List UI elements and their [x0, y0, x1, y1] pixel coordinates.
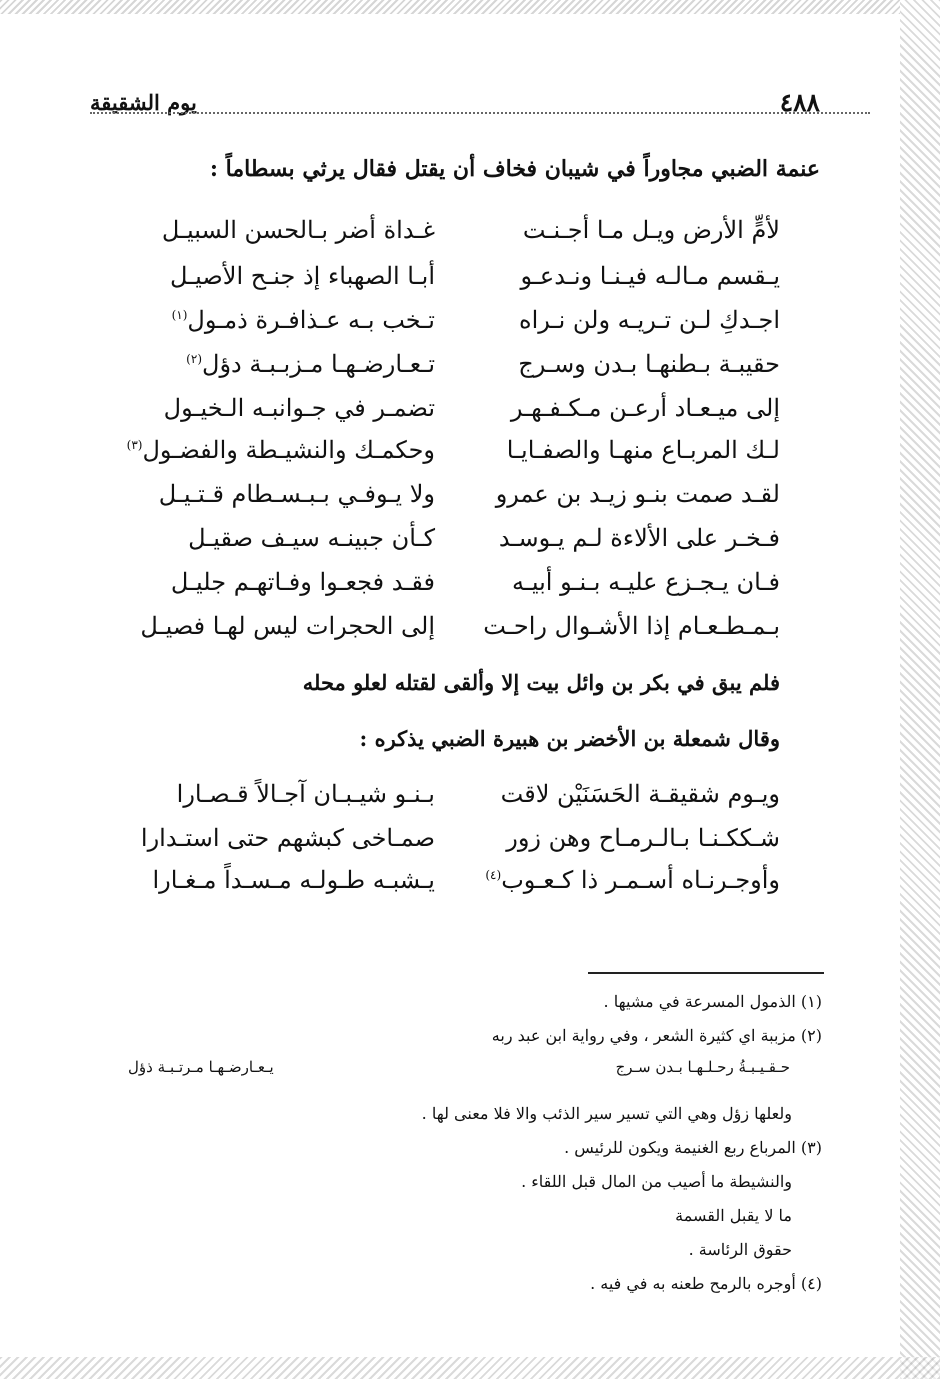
- poem1-verse-1-right: لأمٍّ الأرض ويـل مـا أجـنـت: [522, 216, 780, 244]
- footnote-ref-1: (١): [171, 308, 188, 322]
- poem2-verse-1-right: ويـوم شقيقـة الحَسَنَيْن لاقت: [500, 780, 780, 808]
- decorative-border-bottom: [0, 1357, 940, 1379]
- poem2-verse-3-left: يـشبـه طـولـه مـسـداً مـغـارا: [152, 866, 435, 894]
- footnote-2-verse-left: يـعـارضـهـا مـرتـبـة ذؤل: [128, 1058, 274, 1076]
- poem1-verse-9-right: فـان يـجـزع عليـه بـنـو أبيـه: [511, 568, 780, 596]
- poem1-verse-4-right: حقيبـة بـطنهـا بـدن وسـرج: [518, 350, 780, 378]
- page-number: ٤٨٨: [779, 88, 820, 117]
- decorative-border-top: [0, 0, 900, 14]
- poem1-verse-5-left: تضمـر في جـوانبـه الـخيـول: [163, 394, 435, 422]
- footnote-3-line-4: حقوق الرئاسة .: [688, 1240, 792, 1259]
- footnote-2-verse-right: حـقـيـبـةُ رحـلـهـا بـدن سـرج: [615, 1058, 790, 1076]
- poem2-verse-2-left: صمـاخى كبشهم حتى استـدارا: [140, 824, 435, 852]
- footnote-rule: [588, 972, 824, 974]
- poem2-verse-3-right-text: وأوجـرنـاه أسـمـر ذا كـعـوب: [501, 866, 780, 894]
- poem1-verse-10-right: بـمـطـعـام إذا الأشـوال راحـت: [483, 612, 780, 640]
- poem1-verse-7-right: لقـد صمت بنـو زيـد بن عمرو: [495, 480, 780, 508]
- footnote-3-line-2: والنشيطة ما أصيب من المال قبل اللقاء .: [521, 1172, 792, 1191]
- poem2-verse-2-right: شـككـنـا بـالـرمـاح وهن زور: [506, 824, 780, 852]
- footnote-ref-3: (٣): [126, 438, 143, 452]
- poem1-verse-6-left-text: وحكمـك والنشيـطة والفضـول: [142, 436, 435, 464]
- poem1-verse-4-left-text: تـعـارضـهـا مـزبـبـة دؤل: [202, 350, 435, 378]
- footnote-ref-4: (٤): [485, 868, 502, 882]
- page-header: [90, 88, 820, 122]
- decorative-border-right: [900, 0, 940, 1379]
- poem1-verse-5-right: إلى ميـعـاد أرعـن مـكـفـهـر: [510, 394, 780, 422]
- prose-line-1: فلم يبق في بكر بن وائل بيت إلا وألقى لقتله لعلو محله: [302, 670, 780, 695]
- poem1-verse-3-right: اجـدكِ لـن تـريـه ولن نـراه: [519, 306, 780, 334]
- poem1-verse-7-left: ولا يـوفـي بـبـسـطام قـتـيـل: [158, 480, 435, 508]
- poem1-verse-2-left: أبـا الصهباء إذ جنـح الأصيـل: [169, 262, 435, 290]
- poem1-verse-8-right: فـخـر على الألاءة لـم يـوسـد: [498, 524, 780, 552]
- footnote-3-line-3: ما لا يقبل القسمة: [675, 1206, 792, 1225]
- poem1-verse-8-left: كـأن جبينـه سيـف صقيـل: [188, 524, 435, 552]
- footnote-1: (١) الذمول المسرعة في مشيها .: [603, 992, 822, 1011]
- running-title: يوم الشقيقة: [90, 90, 197, 115]
- poem1-verse-10-left: إلى الحجرات ليس لهـا فصيـل: [140, 612, 435, 640]
- poem1-verse-9-left: فقـد فجعـوا وفـاتهـم جليـل: [170, 568, 435, 596]
- poem1-verse-4-left: [135, 350, 435, 378]
- footnote-ref-2: (٢): [186, 352, 202, 366]
- poem1-verse-3-left-text: تـخب بـه عـذافـرة ذمـول: [187, 306, 435, 334]
- header-dotted-rule: [90, 112, 870, 114]
- footnote-4: (٤) أوجره بالرمح طعنه به في فيه .: [590, 1274, 822, 1293]
- poem1-verse-2-right: يـقسم مـالـه فيـنـا ونـدعـو: [520, 262, 780, 290]
- intro-line: عنمة الضبي مجاوراً في شيبان فخاف أن يقتل فقال يرثي بسطاماً :: [209, 156, 820, 182]
- poem1-verse-6-right: لـك المربـاع منهـا والصفـايـا: [506, 436, 780, 464]
- footnote-2-tail: ولعلها زؤل وهي التي تسير سير الذئب والا فلا معنى لها .: [421, 1104, 792, 1123]
- footnote-2: (٢) مزببة اي كثيرة الشعر ، وفي رواية ابن عبد ربه: [491, 1026, 822, 1045]
- prose-line-2: وقال شمعلة بن الأخضر بن هبيرة الضبي يذكره :: [359, 726, 780, 751]
- poem1-verse-1-left: غـداة أضر بـالحسن السبيـل: [161, 216, 435, 244]
- poem1-verse-3-left: [135, 306, 435, 334]
- poem1-verse-6-left: [126, 436, 435, 464]
- footnote-3: (٣) المرباع ربع الغنيمة ويكون للرئيس .: [564, 1138, 822, 1157]
- poem2-verse-1-left: بـنـو شيـبـان آجـالاً قـصـارا: [176, 780, 435, 808]
- poem2-verse-3-right: [460, 866, 780, 894]
